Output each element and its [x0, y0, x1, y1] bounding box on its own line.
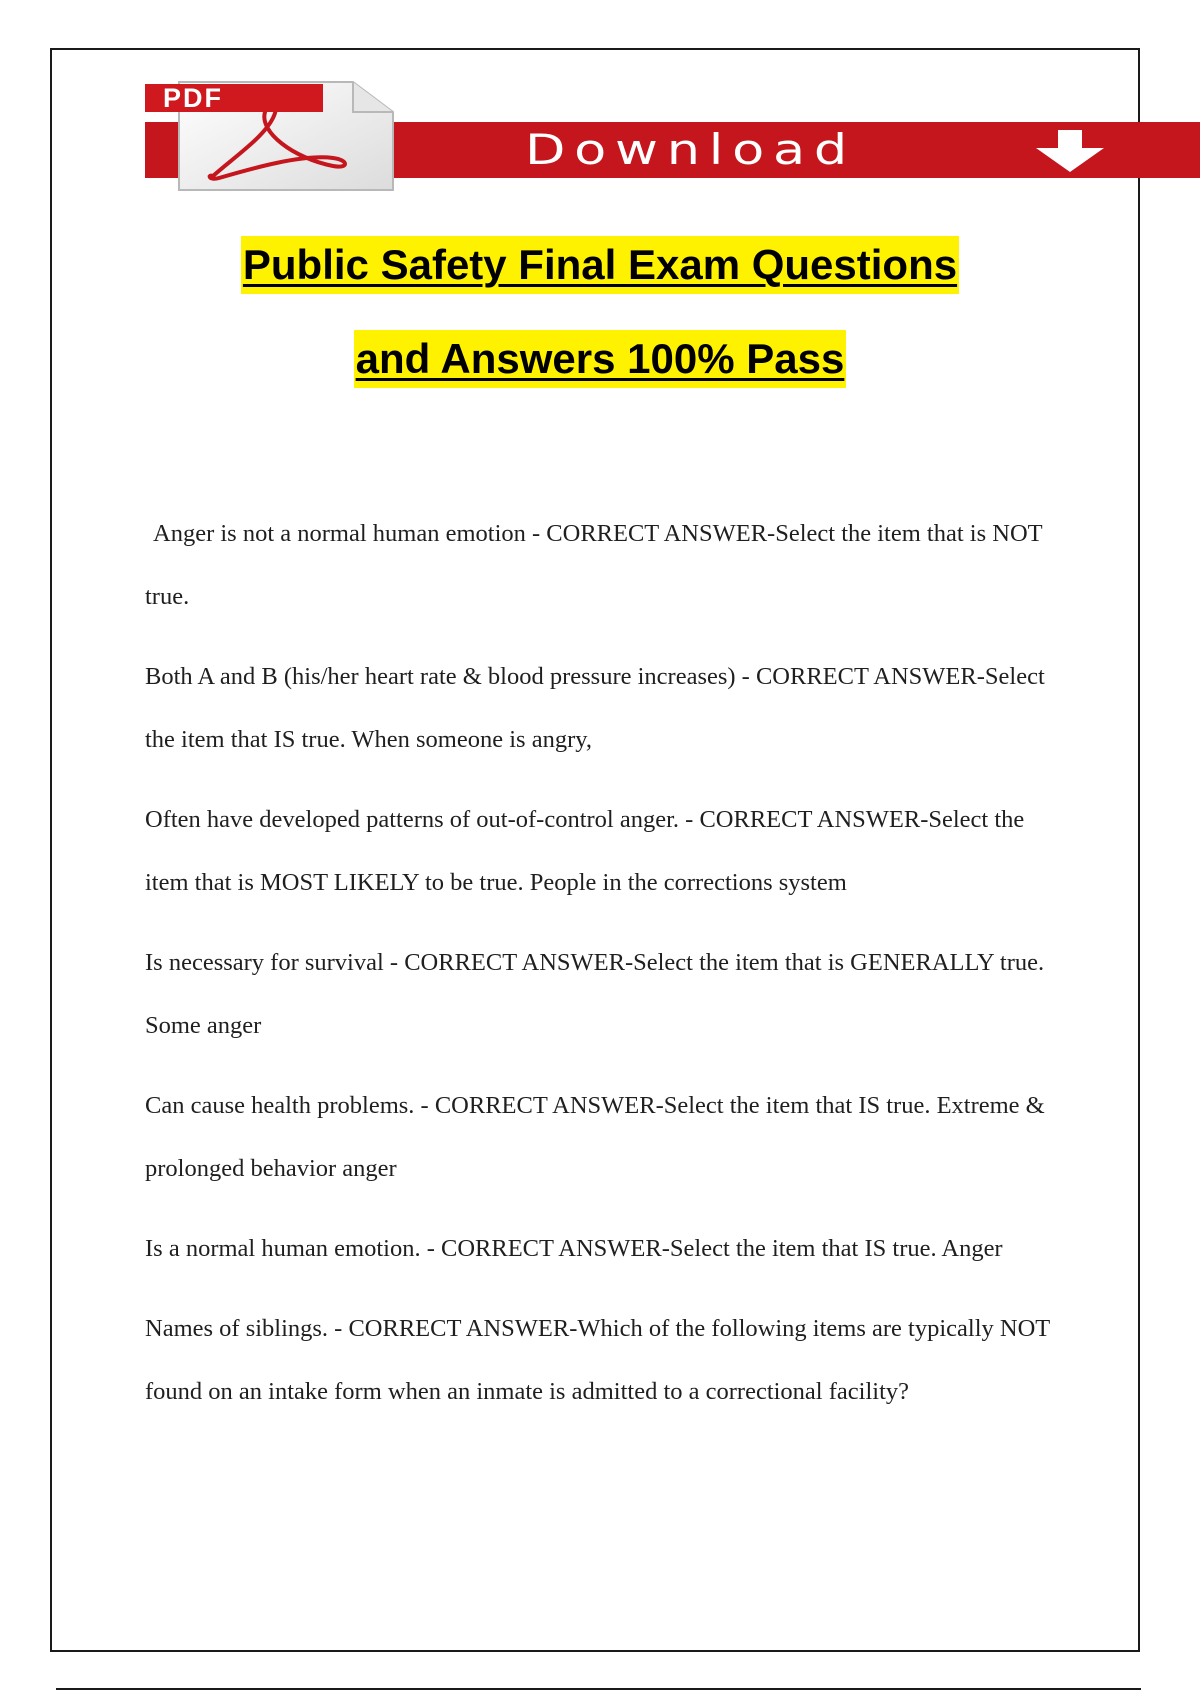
qa-item: Is necessary for survival - CORRECT ANSWER-Select the item that is GENERALLY true. Some anger [145, 949, 1045, 1039]
qa-item: Can cause health problems. - CORRECT ANSWER-Select the item that IS true. Extreme & prolonged behavior anger [145, 1092, 1045, 1182]
document-title-line-1: Public Safety Final Exam Questions [241, 236, 959, 294]
qa-item: Names of siblings. - CORRECT ANSWER-Which of the following items are typically NOT found on an intake form when an inmate is admitted to a correctional facility? [145, 1315, 1050, 1405]
qa-item: Anger is not a normal human emotion - CORRECT ANSWER-Select the item that is NOT true. [145, 520, 1043, 610]
qa-list [145, 502, 1065, 1440]
document-title-line-2: and Answers 100% Pass [354, 330, 847, 388]
download-label[interactable]: Download [525, 125, 856, 174]
document-subtitle [0, 330, 1200, 388]
pdf-download-banner[interactable] [145, 78, 1200, 196]
qa-item: Is a normal human emotion. - CORRECT ANSWER-Select the item that IS true. Anger [145, 1235, 1003, 1262]
arrow-down-icon[interactable] [1030, 128, 1110, 174]
document-title [0, 236, 1200, 294]
pdf-tag: PDF [145, 84, 323, 112]
qa-item: Often have developed patterns of out-of-control anger. - CORRECT ANSWER-Select the item that is MOST LIKELY to be true. People in the corrections system [145, 806, 1025, 896]
page-bottom-rule [56, 1688, 1141, 1690]
qa-item: Both A and B (his/her heart rate & blood pressure increases) - CORRECT ANSWER-Select the item that IS true. When someone is angry, [145, 663, 1045, 753]
